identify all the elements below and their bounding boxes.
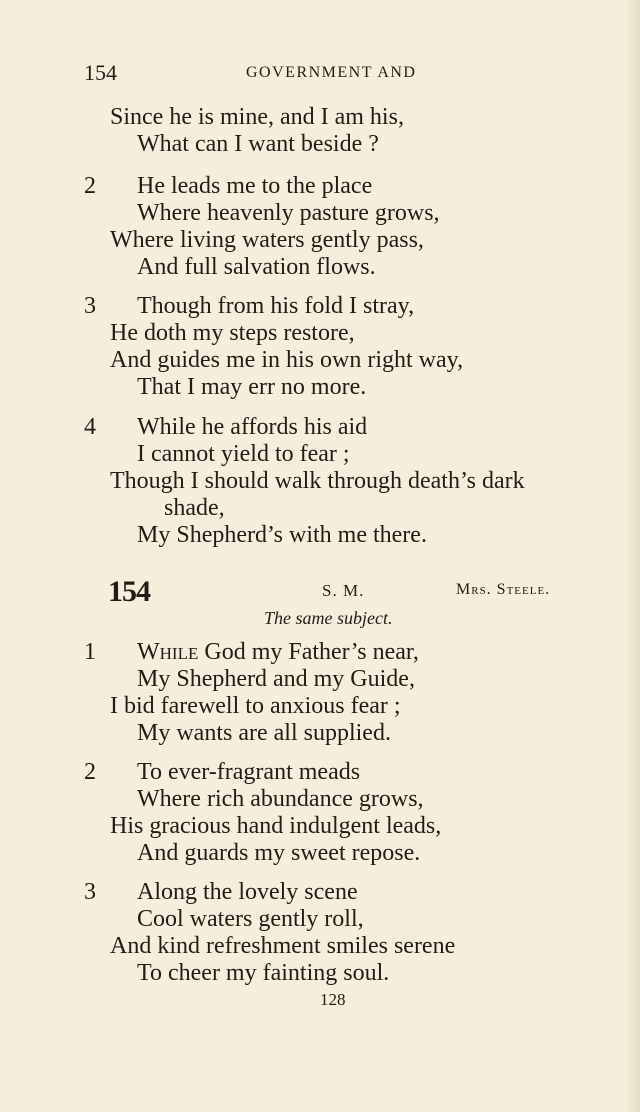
- verse-line: And full salvation flows.: [137, 254, 376, 280]
- verse-line: What can I want beside ?: [137, 131, 379, 157]
- verse-number: 3: [84, 879, 96, 905]
- verse-line: And guards my sweet repose.: [137, 840, 421, 866]
- page-header: [84, 60, 584, 90]
- verse-line: Along the lovely scene: [137, 879, 358, 905]
- running-title: GOVERNMENT AND: [246, 64, 417, 81]
- verse-line: While he affords his aid: [137, 414, 368, 440]
- verse-first-word: While: [137, 639, 199, 665]
- hymn-meter: S. M.: [322, 581, 365, 600]
- continued-stanza: [84, 104, 624, 158]
- verse-line: And kind refreshment smiles serene: [110, 933, 456, 959]
- verse-line: I cannot yield to fear ;: [137, 441, 350, 467]
- verse-line: Where living waters gently pass,: [110, 227, 424, 253]
- verse-line: shade,: [164, 495, 225, 521]
- verse-line: Though I should walk through death’s dark: [110, 468, 525, 494]
- hymn-verse-2: [84, 759, 624, 867]
- page-number: 154: [84, 60, 117, 85]
- verse-line: Since he is mine, and I am his,: [110, 104, 404, 130]
- hymn-subtitle: The same subject.: [264, 608, 393, 628]
- verse-line: And guides me in his own right way,: [110, 347, 464, 373]
- prev-verse-2: [84, 173, 624, 281]
- verse-line: That I may err no more.: [137, 374, 367, 400]
- verse-number: 4: [84, 414, 96, 440]
- verse-number: 2: [84, 759, 96, 785]
- verse-line: Where rich abundance grows,: [137, 786, 424, 812]
- signature-mark: 128: [320, 990, 346, 1009]
- hymn-number: 154: [108, 575, 150, 608]
- prev-verse-3: [84, 293, 624, 401]
- verse-number: 1: [84, 639, 96, 665]
- verse-line: His gracious hand indulgent leads,: [110, 813, 442, 839]
- verse-line: Though from his fold I stray,: [137, 293, 415, 319]
- verse-line: He leads me to the place: [137, 173, 373, 199]
- verse-line: Cool waters gently roll,: [137, 906, 364, 932]
- verse-line: To ever-fragrant meads: [137, 759, 361, 785]
- hymn-verse-1: [84, 639, 624, 747]
- verse-number: 3: [84, 293, 96, 319]
- verse-line: I bid farewell to anxious fear ;: [110, 693, 401, 719]
- verse-line: Where heavenly pasture grows,: [137, 200, 440, 226]
- verse-line: My wants are all supplied.: [137, 720, 391, 746]
- verse-first-line-rest: God my Father’s near,: [198, 639, 419, 665]
- verse-line: He doth my steps restore,: [110, 320, 355, 346]
- verse-line: To cheer my fainting soul.: [137, 960, 390, 986]
- hymn-author: Mrs. Steele.: [456, 581, 551, 598]
- hymn-heading: [108, 575, 588, 609]
- verse-line: [137, 639, 419, 666]
- verse-line: My Shepherd’s with me there.: [137, 522, 427, 548]
- hymn-verse-3: [84, 879, 624, 987]
- verse-number: 2: [84, 173, 96, 199]
- verse-line: My Shepherd and my Guide,: [137, 666, 415, 692]
- prev-verse-4: [84, 414, 624, 549]
- page-edge-shadow: [626, 0, 640, 1112]
